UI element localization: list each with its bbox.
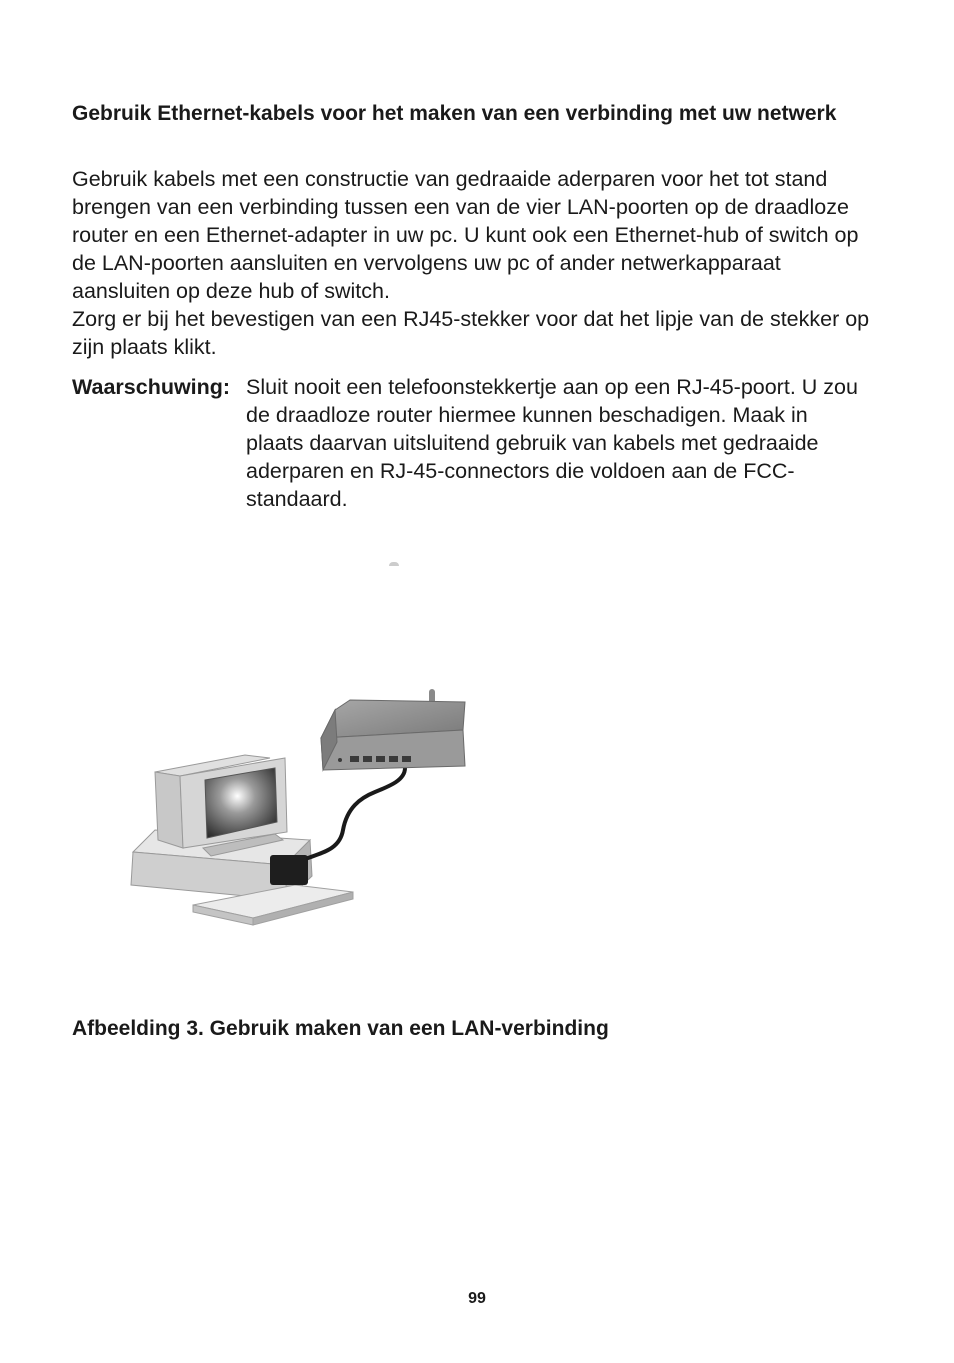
- warning-text: Sluit nooit een telefoonstekkertje aan op een RJ-45-poort. U zou de draadloze router hiermee kunnen beschadigen. Maak in plaats daarvan uitsluitend gebruik van kabels met gedraaide aderparen en RJ-45-connectors die voldoen aan de FCC-standaard.: [246, 375, 858, 511]
- paragraph-connection: Gebruik kabels met een constructie van gedraaide aderparen voor het tot stand brengen van een verbinding tussen een van de vier LAN-poorten op de draadloze router en een Ethernet-adapter in uw pc. U kunt ook een Ethernet-hub of switch op de LAN-poorten aansluiten en vervolgens uw pc of ander netwerkapparaat aansluiten op deze hub of switch.: [72, 167, 859, 303]
- wireless-router: [321, 692, 465, 770]
- figure-caption: Afbeelding 3. Gebruik maken van een LAN-verbinding: [72, 1017, 609, 1040]
- paragraph-rj45: Zorg er bij het bevestigen van een RJ45-stekker voor dat het lipje van de stekker op zijn plaats klikt.: [72, 307, 870, 359]
- ethernet-cable: [308, 762, 405, 858]
- page-number: 99: [468, 1290, 486, 1307]
- warning-label: Waarschuwing:: [72, 375, 231, 399]
- lan-connection-illustration: [125, 680, 475, 935]
- section-heading: Gebruik Ethernet-kabels voor het maken van een verbinding met uw netwerk: [72, 102, 837, 125]
- warning-block: [72, 373, 892, 513]
- ethernet-adapter: [270, 855, 308, 885]
- scan-mark: [389, 562, 399, 566]
- monitor: [155, 755, 287, 856]
- body-text: [72, 165, 882, 361]
